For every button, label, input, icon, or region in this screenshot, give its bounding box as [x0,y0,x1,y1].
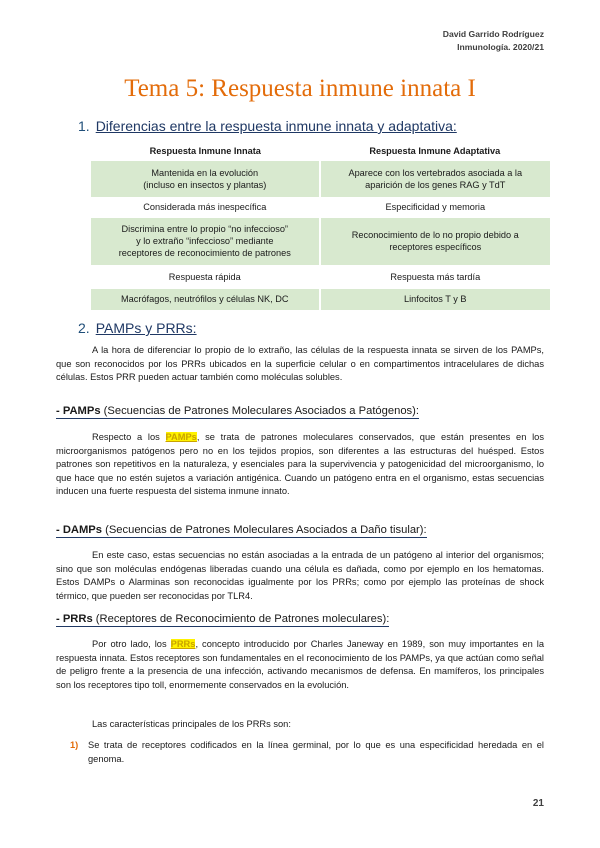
pamps-text-post: , se trata de patrones moleculares conservados, que están presentes en los microorganismos patógenos pero no en los tejidos propios, son diferentes a las estructuras del huésped. Estos patrones son repetitivos en la naturaleza, y esenciales para la supervivencia y patogenicidad del microorganismo, lo que hace que no estén sujetos a variación antigénica. Cuando un patógeno entra en el organismo, estas secuencias inducen una fuerte respuesta del sistema inmune innato. [56,432,544,497]
table-cell: Aparece con los vertebrados asociada a la aparición de los genes RAG y TdT [320,161,550,197]
prrs-paragraph [56,638,544,692]
section-1-title: Diferencias entre la respuesta inmune innata y adaptativa: [95,118,457,134]
header-author: David Garrido Rodríguez [442,29,544,39]
table-cell: Considerada más inespecífica [91,197,320,217]
comparison-table [91,140,550,311]
pamps-highlight: PAMPs [165,432,197,442]
table-row [91,265,550,288]
prrs-features-intro [56,718,544,732]
intro-paragraph [56,344,544,385]
table-row [91,288,550,310]
damps-text: En este caso, estas secuencias no están asociadas a la entrada de un patógeno al interior del organismos; sino que son moléculas endógenas liberadas cuando una célula es dañada, como por ejemplo en los hematomas. Estos DAMPs o Alarminas son reconocidas igualmente por los PRRs; como por ejemplo las proteínas de shock térmico, que pueden ser reconocidas por TLR4. [56,550,544,601]
table-cell: Mantenida en la evolución (incluso en insectos y plantas) [91,161,320,197]
section-1-number: 1. [78,118,90,134]
table-row [91,161,550,197]
list-item [70,739,544,766]
page-title: Tema 5: Respuesta inmune innata I [124,75,476,102]
list-item-text: Se trata de receptores codificados en la línea germinal, por lo que es una especificidad heredada en el genoma. [88,740,544,764]
prrs-heading-label: - PRRs [56,613,93,625]
pamps-heading [56,405,419,419]
section-2-title: PAMPs y PRRs: [95,320,197,336]
section-2-number: 2. [78,320,90,336]
section-2-heading [78,320,197,336]
table-row [91,197,550,217]
damps-heading-label: - DAMPs [56,524,102,536]
intro-text: A la hora de diferenciar lo propio de lo extraño, las células de la respuesta innata se sirven de los PAMPs, que son reconocidos por los PRRs ubicados en la superficie celular o en compartimentos intracelulares de dichas células. Estos PRR pueden actuar también como moléculas solubles. [56,345,544,383]
page-number: 21 [532,798,544,809]
prrs-heading-desc: (Receptores de Reconocimiento de Patrones moleculares): [92,613,390,625]
table-cell: Respuesta rápida [91,265,320,288]
table-cell: Respuesta más tardía [320,265,550,288]
prrs-highlight: PRRs [170,639,196,649]
pamps-paragraph [56,431,544,499]
list-item-number: 1) [70,740,79,750]
table-cell: Linfocitos T y B [320,288,550,310]
table-header-adaptive: Respuesta Inmune Adaptativa [369,145,501,156]
pamps-heading-label: - PAMPs [56,405,101,417]
table-cell: Discrimina entre lo propio “no infeccioso” y lo extraño “infeccioso” mediante receptores de reconocimiento de patrones [91,217,320,265]
table-cell: Especificidad y memoria [320,197,550,217]
table-cell: Reconocimiento de lo no propio debido a receptores específicos [320,217,550,265]
table-header-innate: Respuesta Inmune Innata [149,145,261,156]
table-row [91,217,550,265]
page-header [443,28,544,54]
prrs-heading [56,613,389,627]
prrs-features-intro-text: Las características principales de los PRRs son: [92,719,291,729]
pamps-text-pre: Respecto a los [92,432,166,442]
prrs-text-pre: Por otro lado, los [92,639,171,649]
damps-heading-desc: (Secuencias de Patrones Moleculares Asociados a Daño tisular): [102,524,427,536]
prrs-text-post: , concepto introducido por Charles Janeway en 1989, son muy importantes en la respuesta innata. Estos receptores son fundamentales en el reconocimiento de los PAMPs, ya que actúan como señal de peligro frente a la presencia de una infección, activando mecanismos de defensa. En mamíferos, los principales son los receptores tipo toll, enormemente conservados en la evolución. [56,639,545,690]
damps-heading [56,524,427,538]
section-1-heading [78,118,457,134]
header-course: Inmunología. 2020/21 [457,42,544,52]
damps-paragraph [56,549,544,603]
pamps-heading-desc: (Secuencias de Patrones Moleculares Asociados a Patógenos): [100,405,419,417]
table-cell: Macrófagos, neutrófilos y células NK, DC [91,288,320,310]
